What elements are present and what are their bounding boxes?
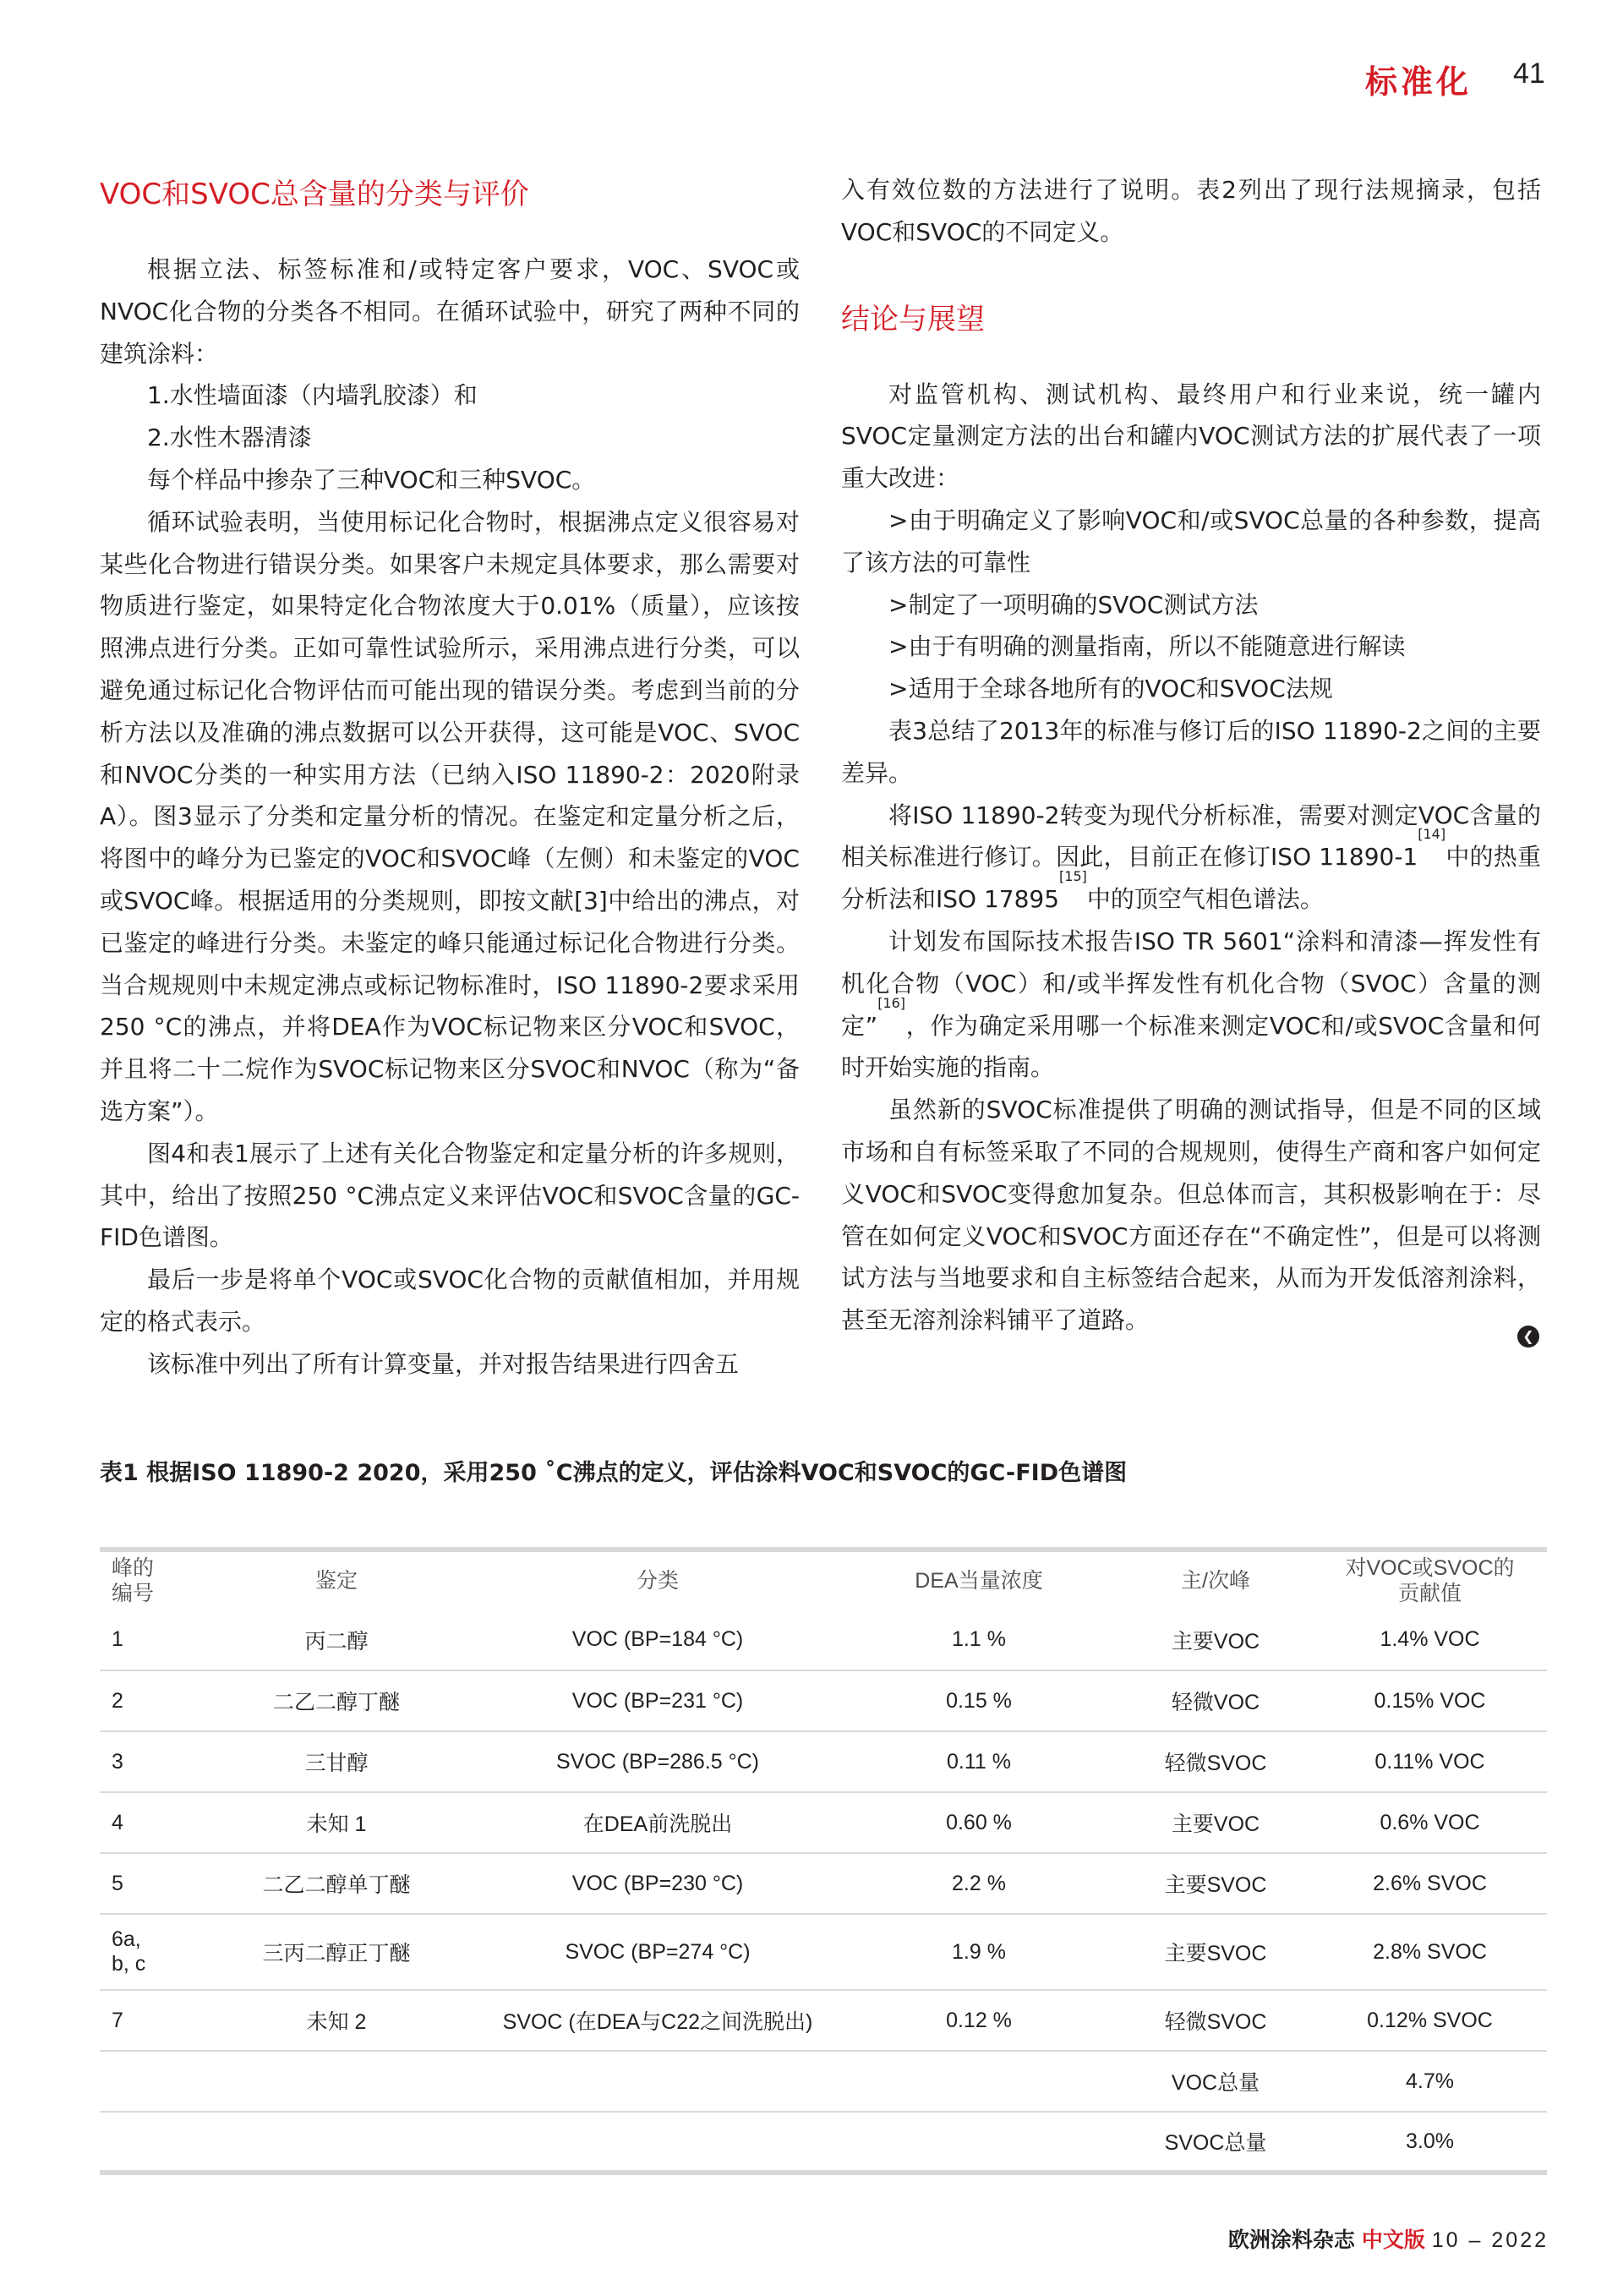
results-table	[100, 1547, 1547, 2175]
edition-label: 中文版	[1361, 2228, 1425, 2252]
left-column	[100, 169, 800, 1386]
issue-number: 10 – 2022	[1431, 2228, 1549, 2252]
column-header: 鉴定	[314, 1569, 358, 1593]
table-row	[100, 1670, 1547, 1731]
paragraph: 表3总结了2013年的标准与修订后的ISO 11890-2之间的主要差异。	[841, 716, 1541, 787]
table-cell: 主要VOC	[1118, 1792, 1313, 1853]
bullet-item: >适用于全球各地所有的VOC和SVOC法规	[888, 675, 1333, 703]
page-number: 41	[1513, 57, 1545, 90]
table-cell: 0.15 %	[839, 1670, 1118, 1731]
bullet-item: >制定了一项明确的SVOC测试方法	[888, 590, 1259, 619]
table-total-row	[100, 2051, 1547, 2112]
table-cell: 0.12% SVOC	[1313, 1990, 1547, 2051]
table-cell: 二乙二醇单丁醚	[197, 1853, 476, 1914]
table-cell: SVOC (BP=286.5 °C)	[476, 1731, 839, 1792]
table-cell: 0.6% VOC	[1313, 1792, 1547, 1853]
column-header: 峰的 编号	[112, 1556, 155, 1605]
paragraph: 入有效位数的方法进行了说明。表2列出了现行法规摘录，包括VOC和SVOC的不同定义。	[841, 176, 1541, 246]
table-row	[100, 1914, 1547, 1990]
table-cell: 三甘醇	[197, 1731, 476, 1792]
reference-15: [15]	[1059, 868, 1087, 885]
table-cell: 3.0%	[1313, 2112, 1547, 2173]
footer	[1228, 2223, 1549, 2254]
table-cell: 丙二醇	[197, 1610, 476, 1670]
table-cell: 主要SVOC	[1118, 1914, 1313, 1990]
table-cell	[100, 2051, 1118, 2112]
table-cell: 0.11 %	[839, 1731, 1118, 1792]
section-heading-voc-classification: VOC和SVOC总含量的分类与评价	[100, 178, 529, 211]
table-cell: 2	[100, 1670, 197, 1731]
column-header: 对VOC或SVOC的 贡献值	[1345, 1556, 1515, 1605]
column-header: 分类	[636, 1569, 679, 1593]
paragraph-text: 将ISO 11890-2转变为现代分析标准，需要对测定VOC含量的相关标准进行修订。因此，目前正在修订ISO 11890-1	[841, 801, 1541, 872]
paragraph: 根据立法、标签标准和/或特定客户要求，VOC、SVOC或NVOC化合物的分类各不相同。在循环试验中，研究了两种不同的建筑涂料：	[100, 255, 800, 368]
magazine-name: 欧洲涂料杂志	[1227, 2228, 1355, 2252]
table-body	[100, 1610, 1547, 2173]
list-item: 1.水性墙面漆（内墙乳胶漆）和	[147, 381, 478, 410]
table-cell: 0.15% VOC	[1313, 1670, 1547, 1731]
reference-14: [14]	[1418, 826, 1446, 843]
paragraph: 对监管机构、测试机构、最终用户和行业来说，统一罐内SVOC定量测定方法的出台和罐内VOC测试方法的扩展代表了一项重大改进：	[841, 380, 1541, 493]
paragraph-text: 中的顶空气相色谱法。	[1086, 885, 1324, 914]
table-cell: 2.2 %	[839, 1853, 1118, 1914]
bullet-item: >由于有明确的测量指南，所以不能随意进行解读	[888, 632, 1406, 661]
paragraph: 每个样品中掺杂了三种VOC和三种SVOC。	[147, 465, 596, 494]
table-cell: 0.12 %	[839, 1990, 1118, 2051]
table-cell: VOC (BP=184 °C)	[476, 1610, 839, 1670]
table-cell: 主要SVOC	[1118, 1853, 1313, 1914]
table-row	[100, 1990, 1547, 2051]
table-cell: 2.6% SVOC	[1313, 1853, 1547, 1914]
paragraph-text: ，作为确定采用哪一个标准来测定VOC和/或SVOC含量和何时开始实施的指南。	[841, 1011, 1541, 1082]
table-cell: 未知 1	[197, 1792, 476, 1853]
table-cell: 三丙二醇正丁醚	[197, 1914, 476, 1990]
paragraph-text: 中的热重分析法和ISO 17895	[841, 843, 1541, 914]
table-cell: 1	[100, 1610, 197, 1670]
paragraph	[841, 795, 1541, 921]
list-item: 2.水性木器清漆	[147, 424, 312, 452]
table-cell: 6a, b, c	[100, 1914, 197, 1990]
table-cell: 1.9 %	[839, 1914, 1118, 1990]
table-cell: VOC (BP=230 °C)	[476, 1853, 839, 1914]
column-header: DEA当量浓度	[915, 1569, 1043, 1593]
table-cell	[100, 2112, 1118, 2173]
table-caption: 表1 根据ISO 11890-2 2020，采用250 ˚C沸点的定义，评估涂料VOC和SVOC的GC-FID色谱图	[100, 1460, 1128, 1486]
table-cell: 主要VOC	[1118, 1610, 1313, 1670]
paragraph-text: 计划发布国际技术报告ISO TR 5601“涂料和清漆—挥发性有机化合物（VOC）和/或半挥发性有机化合物（SVOC）含量的测定”	[841, 927, 1541, 1040]
table-cell: 0.60 %	[839, 1792, 1118, 1853]
table-row	[100, 1610, 1547, 1670]
right-column	[841, 169, 1541, 1342]
table-cell: 4	[100, 1792, 197, 1853]
table-cell: 4.7%	[1313, 2051, 1547, 2112]
table-cell: 1.4% VOC	[1313, 1610, 1547, 1670]
chevron-left-circle-icon: ❮	[1517, 1326, 1539, 1348]
table-cell: 二乙二醇丁醚	[197, 1670, 476, 1731]
paragraph: 虽然新的SVOC标准提供了明确的测试指导，但是不同的区域市场和自有标签采取了不同的合规规则，使得生产商和客户如何定义VOC和SVOC变得愈加复杂。但总体而言，其积极影响在于：尽管在如何定义VOC和SVOC方面还存在“不确定性”，但是可以将测试方法与当地要求和自主标签结合起来，从而为开发低溶剂涂料，甚至无溶剂涂料铺平了道路。	[841, 1096, 1541, 1335]
column-header: 主/次峰	[1181, 1569, 1250, 1593]
table-cell: 7	[100, 1990, 197, 2051]
table-cell: SVOC (在DEA与C22之间洗脱出)	[476, 1990, 839, 2051]
table-row	[100, 1731, 1547, 1792]
table-cell: 轻微SVOC	[1118, 1731, 1313, 1792]
table-cell: SVOC总量	[1118, 2112, 1313, 2173]
paragraph: 最后一步是将单个VOC或SVOC化合物的贡献值相加，并用规定的格式表示。	[100, 1266, 800, 1336]
section-heading-conclusion: 结论与展望	[841, 302, 985, 336]
table-cell: VOC总量	[1118, 2051, 1313, 2112]
table-row	[100, 1853, 1547, 1914]
paragraph: 图4和表1展示了上述有关化合物鉴定和定量分析的许多规则，其中，给出了按照250 °C沸点定义来评估VOC和SVOC含量的GC-FID色谱图。	[100, 1139, 800, 1252]
section-title: 标准化	[1365, 63, 1473, 101]
table-cell: 轻微VOC	[1118, 1670, 1313, 1731]
table-cell: 未知 2	[197, 1990, 476, 2051]
paragraph	[841, 921, 1541, 1089]
table-cell: 1.1 %	[839, 1610, 1118, 1670]
bullet-item: >由于明确定义了影响VOC和/或SVOC总量的各种参数，提高了该方法的可靠性	[841, 506, 1541, 577]
table-cell: SVOC (BP=274 °C)	[476, 1914, 839, 1990]
table-cell: 5	[100, 1853, 197, 1914]
table-cell: 在DEA前洗脱出	[476, 1792, 839, 1853]
table-cell: 2.8% SVOC	[1313, 1914, 1547, 1990]
table-row	[100, 1792, 1547, 1853]
table-header-row	[100, 1550, 1547, 1610]
table-cell: VOC (BP=231 °C)	[476, 1670, 839, 1731]
table-cell: 3	[100, 1731, 197, 1792]
table-cell: 轻微SVOC	[1118, 1990, 1313, 2051]
table-cell: 0.11% VOC	[1313, 1731, 1547, 1792]
table-total-row	[100, 2112, 1547, 2173]
paragraph: 循环试验表明，当使用标记化合物时，根据沸点定义很容易对某些化合物进行错误分类。如果客户未规定具体要求，那么需要对物质进行鉴定，如果特定化合物浓度大于0.01%（质量），应该按照沸点进行分类。正如可靠性试验所示，采用沸点进行分类，可以避免通过标记化合物评估而可能出现的错误分类。考虑到当前的分析方法以及准确的沸点数据可以公开获得，这可能是VOC、SVOC和NVOC分类的一种实用方法（已纳入ISO 11890-2：2020附录A）。图3显示了分类和定量分析的情况。在鉴定和定量分析之后，将图中的峰分为已鉴定的VOC和SVOC峰（左侧）和未鉴定的VOC或SVOC峰。根据适用的分类规则，即按文献[3]中给出的沸点，对已鉴定的峰进行分类。未鉴定的峰只能通过标记化合物进行分类。当合规规则中未规定沸点或标记物标准时，ISO 11890-2要求采用250 °C的沸点，并将DEA作为VOC标记物来区分VOC和SVOC，并且将二十二烷作为SVOC标记物来区分SVOC和NVOC（称为“备选方案”）。	[100, 507, 800, 1125]
paragraph: 该标准中列出了所有计算变量，并对报告结果进行四舍五	[147, 1349, 740, 1378]
reference-16: [16]	[877, 994, 906, 1011]
